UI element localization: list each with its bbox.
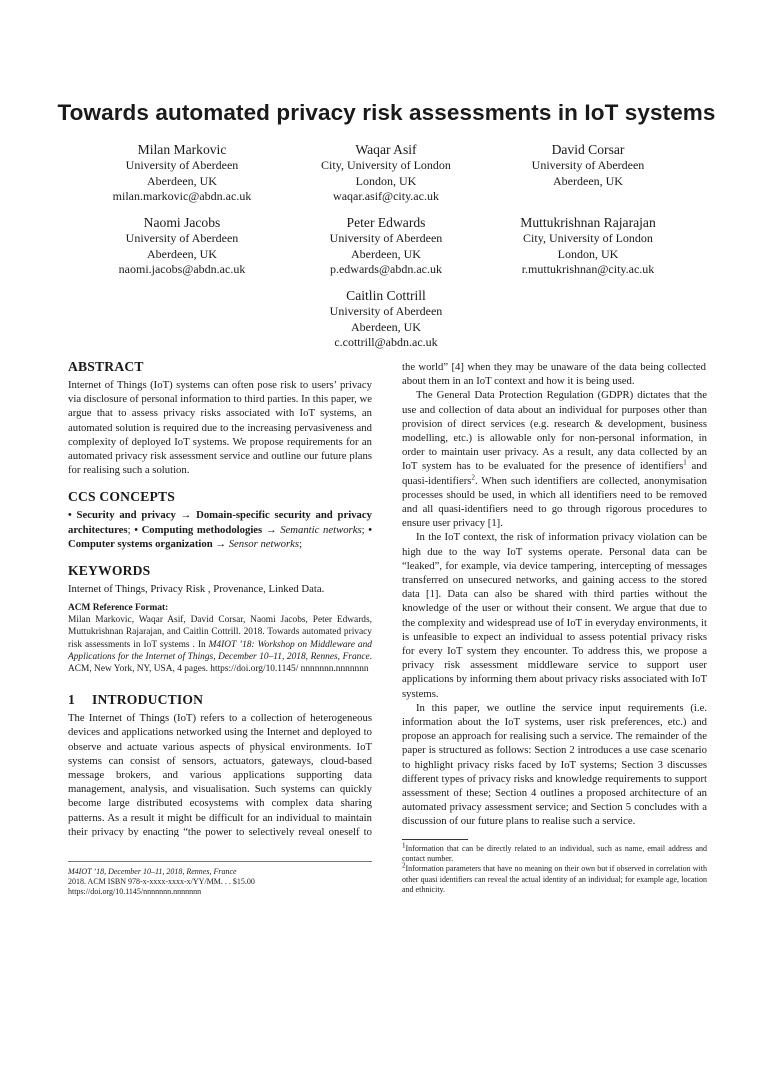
section-title: INTRODUCTION [92,692,204,708]
separator: ; [127,523,135,536]
author-affiliation: University of Aberdeen [125,158,239,172]
intro-paragraph: The Internet of Things (IoT) refers to a collection of heterogeneous devices and applications networked using the Internet and deployed to observe and actuate various aspects of physical environments. IoT systems can consist of sensors, actuators, gateways, cloud-based message brokers, and various applications supporting data management, analysis, and visualisation. Such systems can quickly become large distributed ecosystems with complex data sharing patterns. As a result it might be difficult for an individual to maintain their privacy by enacting “the power to selectively reveal oneself to [68,712,372,838]
separator: ; [361,523,369,536]
copyright-isbn: 2018. ACM ISBN 978-x-xxxx-xxxx-x/YY/MM. . . $15.00 [68,877,255,887]
intro-continuation [402,360,707,388]
section-number: 1 [68,692,75,708]
text-run: . When such identifiers are collected, anonymisation processes should be used, in which all identifiers need to be removed and all quasi-identifiers need to go through rigorous procedures to ensure user privacy [1]. [402,474,707,530]
author-email[interactable]: naomi.jacobs@abdn.ac.uk [118,262,246,277]
author-location: Aberdeen, UK [351,246,421,261]
ccs-heading: CCS CONCEPTS [68,489,176,505]
footnotes [402,841,707,895]
intro-paragraph [402,388,707,530]
footnote-text: Information that can be directly related to an individual, such as name, email address and contact number. [402,844,707,864]
copyright-doi[interactable]: https://doi.org/10.1145/nnnnnnn.nnnnnnn [68,887,202,897]
ccs-concept: • Computer systems organization → [68,523,372,550]
author-affiliation: City, University of London [321,158,451,172]
author-name: Peter Edwards [346,215,426,230]
author-affiliation: University of Aberdeen [329,304,443,318]
ccs-subconcept: Semantic networks [280,523,362,536]
author-block [468,214,708,278]
ccs-concept: • Security and privacy → Domain-specific security and privacy architectures [68,509,372,536]
author-block [468,141,708,189]
text-run: The General Data Protection Regulation (GDPR) dictates that the use and collection of data about an individual for purposes other than provision of direct services (e.g. research & development, business modelling, etc.) is allowable only for non-personal information, in order to maintain user privacy. As a result, any data collected by an IoT system has to be evaluated for the presence of identifiers [402,389,707,473]
author-location: Aberdeen, UK [553,173,623,188]
reference-venue: M4IOT ’18: Workshop on Middleware and Applications for the Internet of Things, December 10–11, 2018, Rennes, France [68,639,372,662]
ccs-concepts [68,508,372,551]
text-run: and quasi-identifiers [402,460,707,487]
author-location: Aberdeen, UK [147,246,217,261]
author-email[interactable]: milan.markovic@abdn.ac.uk [112,189,252,204]
author-name: Muttukrishnan Rajarajan [520,215,656,230]
author-affiliation: City, University of London [523,231,653,245]
author-affiliation: University of Aberdeen [531,158,645,172]
author-email[interactable]: p.edwards@abdn.ac.uk [329,262,442,277]
reference-part: . ACM, New York, NY, USA, 4 pages. https://doi.org/10.1145/ nnnnnnn.nnnnnnn [68,651,372,675]
author-name: Waqar Asif [355,142,417,157]
author-name: Milan Markovic [137,142,227,157]
author-location: Aberdeen, UK [351,319,421,334]
intro-paragraph-continued: the world” [4] when they may be unaware of the data being collected about them in an IoT context and how it is being used. [402,361,706,388]
author-name: David Corsar [551,142,625,157]
abstract-text: Internet of Things (IoT) systems can often pose risk to users’ privacy via disclosure of personal information to third parties. In this paper, we argue that to assess privacy risks associated with IoT systems, an automated solution is required due to the increasing pervasiveness and complexity of deployed IoT systems. We propose requirements for an automated privacy risk assessment service and outline our future plans for realising such a solution. [68,379,372,477]
footnote-rule [402,839,468,840]
author-name: Caitlin Cottrill [346,288,426,303]
reference-part: Milan Markovic, Waqar Asif, David Corsar, Naomi Jacobs, Peter Edwards, Muttukrishnan Rajarajan, and Caitlin Cottrill. 2018. Towards automated privacy risk assessments in IoT systems . In [68,615,372,650]
footnote-text: Information parameters that have no meaning on their own but if observed in correlation with other quasi identifiers can reveal the actual identity of an individual; for example age, location and ethnicity. [402,864,707,894]
author-affiliation: University of Aberdeen [125,231,239,245]
footnote-mark: 1 [402,841,406,850]
reference-text [68,614,372,675]
left-column [68,359,372,1081]
separator: ; [299,537,303,550]
footnote [402,861,707,895]
author-location: London, UK [355,173,417,188]
footnote-ref[interactable]: 1 [683,458,687,467]
author-email[interactable]: r.muttukrishnan@city.ac.uk [521,262,655,277]
intro-paragraph: In the IoT context, the risk of information privacy violation can be high due to the way IoT systems operate. Personal data can be “leaked”, for example, via device tampering, intercepting of messages transferred on unsecured networks, and gaining access to the stored data [1]. Data can also be shared with third parties without the knowledge of the user or without their consent. We argue that due to the complexity and widespread use of IoT in everyday environments, it is unfeasible to expect an individual to assess potential privacy risks for every IoT system they encounter. To address this, we propose a privacy risk assessment middleware service to support user applications by informing them about privacy risks associated with IoT systems. [402,531,707,700]
footnote-ref[interactable]: 2 [471,473,475,482]
author-location: London, UK [557,246,619,261]
author-name: Naomi Jacobs [143,215,221,230]
author-block [266,287,506,351]
reference-heading: ACM Reference Format: [68,603,169,614]
intro-paragraph: In this paper, we outline the service input requirements (i.e. information about the IoT systems, user risk preferences, etc.) and propose an approach for realising such a service. The remainder of the paper is structured as follows: Section 2 introduces a use case scenario to highlight privacy risks faced by IoT systems; Section 3 discusses different types of privacy risks and knowledge requirements to support assessment of these; Section 4 outlines a proposed architecture of an automated privacy assessment service; and Section 5 concludes with a discussion of our future plans to realise such a service. [402,701,707,828]
right-column [402,360,707,829]
abstract-heading: ABSTRACT [68,359,144,374]
copyright-venue: M4IOT ’18, December 10–11, 2018, Rennes, France [68,867,237,876]
paper-title: Towards automated privacy risk assessments in IoT systems [57,100,716,125]
section-heading-introduction [68,692,372,708]
author-email[interactable]: c.cottrill@abdn.ac.uk [334,335,438,350]
author-email[interactable]: waqar.asif@city.ac.uk [333,189,439,204]
footnote-mark: 2 [402,861,406,870]
footnote [402,841,707,864]
copyright-block [68,867,372,898]
author-affiliation: University of Aberdeen [329,231,443,245]
ccs-subconcept: Sensor networks [228,537,300,550]
keywords-text: Internet of Things, Privacy Risk , Provenance, Linked Data. [68,583,325,596]
ccs-concept: • Computing methodologies → [134,523,281,536]
keywords-heading: KEYWORDS [68,563,151,579]
footer-rule [68,861,372,862]
author-location: Aberdeen, UK [147,173,217,188]
